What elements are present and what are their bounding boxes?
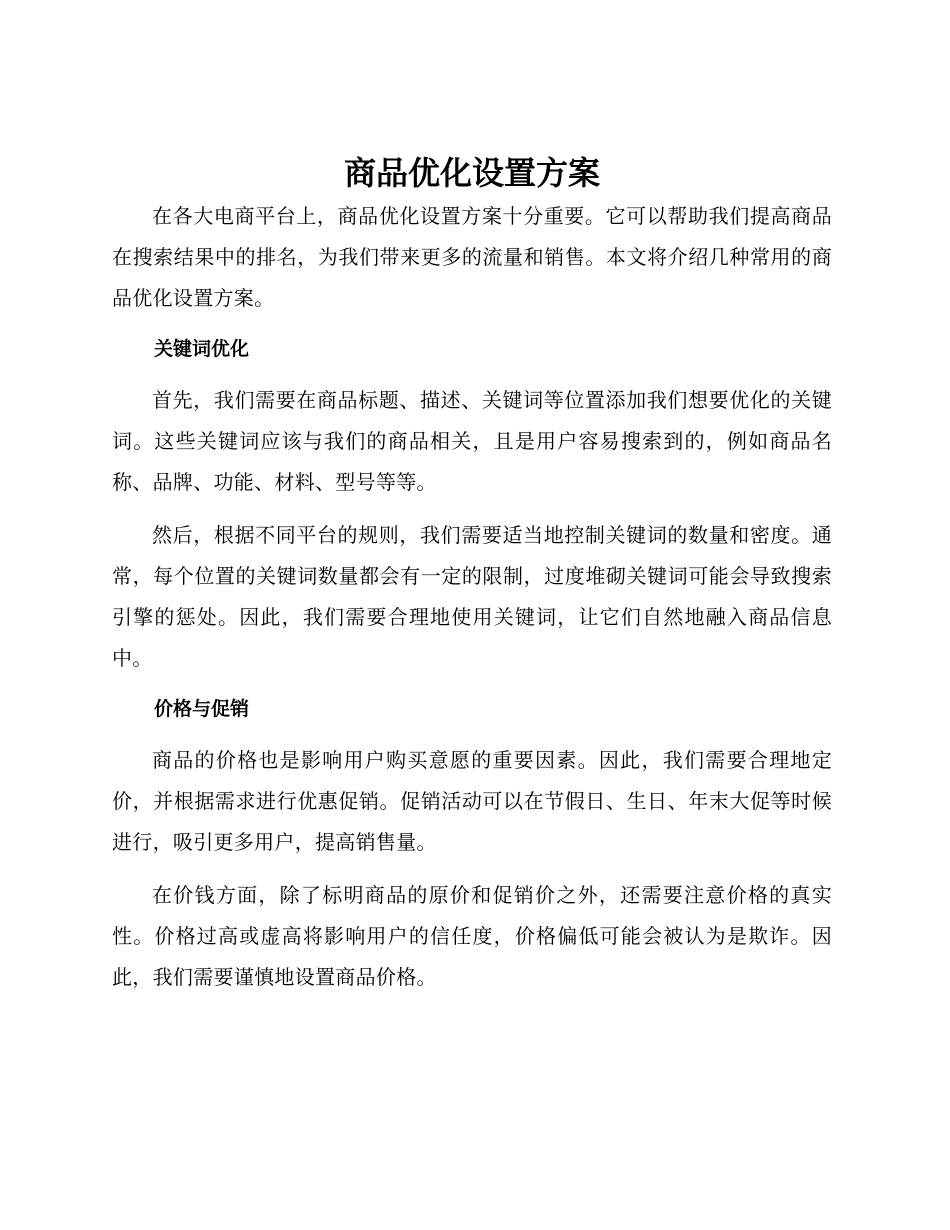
keywords-paragraph-1: 首先，我们需要在商品标题、描述、关键词等位置添加我们想要优化的关键词。这些关键词应该与我们的商品相关，且是用户容易搜索到的，例如商品名称、品牌、功能、材料、型号等等。 [112,388,832,494]
spacer [112,730,832,740]
spacer [112,863,832,875]
keywords-paragraph-2: 然后，根据不同平台的规则，我们需要适当地控制关键词的数量和密度。通常，每个位置的关键词数量都会有一定的限制，过度堆砌关键词可能会导致搜索引擎的惩处。因此，我们需要合理地使用关键词，让它们自然地融入商品信息中。 [112,523,832,670]
document-page [112,152,832,998]
section-heading-pricing: 价格与促销 [154,698,250,720]
spacer [112,370,832,380]
spacer [112,503,832,515]
intro-paragraph: 在各大电商平台上，商品优化设置方案十分重要。它可以帮助我们提高商品在搜索结果中的排名，为我们带来更多的流量和销售。本文将介绍几种常用的商品优化设置方案。 [112,204,832,310]
spacer [112,319,832,329]
section-heading-keywords: 关键词优化 [154,338,250,360]
pricing-paragraph-2: 在价钱方面，除了标明商品的原价和促销价之外，还需要注意价格的真实性。价格过高或虚高将影响用户的信任度，价格偏低可能会被认为是欺诈。因此，我们需要谨慎地设置商品价格。 [112,883,832,989]
pricing-paragraph-1: 商品的价格也是影响用户购买意愿的重要因素。因此，我们需要合理地定价，并根据需求进行优惠促销。促销活动可以在节假日、生日、年末大促等时候进行，吸引更多用户，提高销售量。 [112,748,832,854]
spacer [112,679,832,689]
document-title: 商品优化设置方案 [343,154,600,192]
